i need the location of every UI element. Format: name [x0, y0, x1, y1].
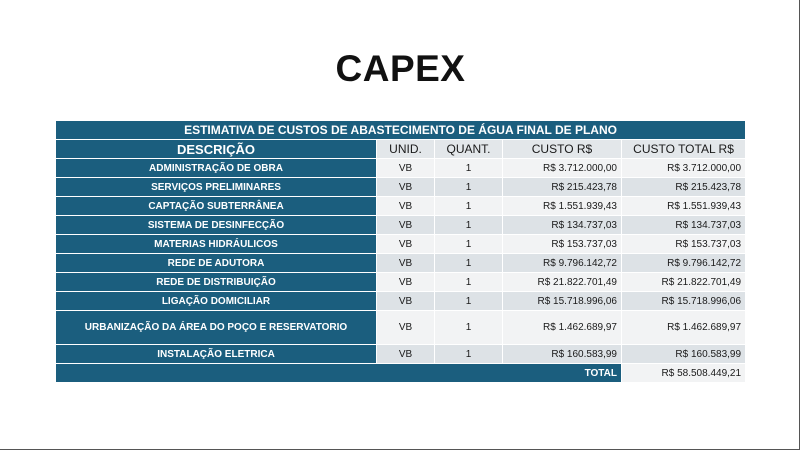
- row-custo: R$ 9.796.142,72: [503, 254, 622, 273]
- row-custo: R$ 215.423,78: [503, 178, 622, 197]
- row-custo-total: R$ 153.737,03: [622, 235, 746, 254]
- row-unid: VB: [377, 292, 435, 311]
- row-custo-total: R$ 9.796.142,72: [622, 254, 746, 273]
- row-quant: 1: [435, 235, 503, 254]
- row-unid: VB: [377, 311, 435, 345]
- table-row: [56, 235, 746, 254]
- row-custo: R$ 3.712.000,00: [503, 159, 622, 178]
- row-custo: R$ 1.551.939,43: [503, 197, 622, 216]
- row-descricao: SERVIÇOS PRELIMINARES: [56, 178, 377, 197]
- table-row: [56, 345, 746, 364]
- row-custo-total: R$ 21.822.701,49: [622, 273, 746, 292]
- row-unid: VB: [377, 197, 435, 216]
- row-quant: 1: [435, 254, 503, 273]
- row-quant: 1: [435, 197, 503, 216]
- row-custo-total: R$ 1.551.939,43: [622, 197, 746, 216]
- row-quant: 1: [435, 273, 503, 292]
- row-custo: R$ 21.822.701,49: [503, 273, 622, 292]
- total-label: TOTAL: [56, 364, 622, 383]
- row-custo-total: R$ 215.423,78: [622, 178, 746, 197]
- row-descricao: MATERIAS HIDRÁULICOS: [56, 235, 377, 254]
- row-quant: 1: [435, 159, 503, 178]
- row-custo: R$ 160.583,99: [503, 345, 622, 364]
- row-descricao: INSTALAÇÃO ELETRICA: [56, 345, 377, 364]
- page-title: CAPEX: [335, 48, 466, 89]
- row-custo-total: R$ 160.583,99: [622, 345, 746, 364]
- row-descricao: SISTEMA DE DESINFECÇÃO: [56, 216, 377, 235]
- row-custo-total: R$ 15.718.996,06: [622, 292, 746, 311]
- row-quant: 1: [435, 178, 503, 197]
- row-quant: 1: [435, 345, 503, 364]
- header-custo-total: CUSTO TOTAL R$: [622, 140, 746, 159]
- header-unid: UNID.: [377, 140, 435, 159]
- row-unid: VB: [377, 216, 435, 235]
- capex-table: [55, 120, 746, 383]
- table-row: [56, 159, 746, 178]
- row-custo: R$ 134.737,03: [503, 216, 622, 235]
- header-quant: QUANT.: [435, 140, 503, 159]
- table-row: [56, 273, 746, 292]
- total-value: R$ 58.508.449,21: [622, 364, 746, 383]
- row-custo: R$ 1.462.689,97: [503, 311, 622, 345]
- row-descricao: URBANIZAÇÃO DA ÁREA DO POÇO E RESERVATORIO: [56, 311, 377, 345]
- row-custo: R$ 15.718.996,06: [503, 292, 622, 311]
- row-quant: 1: [435, 216, 503, 235]
- table-banner: ESTIMATIVA DE CUSTOS DE ABASTECIMENTO DE ÁGUA FINAL DE PLANO: [56, 121, 746, 140]
- row-unid: VB: [377, 345, 435, 364]
- table-row: [56, 197, 746, 216]
- row-unid: VB: [377, 235, 435, 254]
- row-descricao: REDE DE DISTRIBUIÇÃO: [56, 273, 377, 292]
- row-quant: 1: [435, 311, 503, 345]
- table-row: [56, 311, 746, 345]
- row-unid: VB: [377, 159, 435, 178]
- table-row: [56, 292, 746, 311]
- table-row: [56, 216, 746, 235]
- table-header-row: [56, 140, 746, 159]
- table-row: [56, 254, 746, 273]
- row-custo: R$ 153.737,03: [503, 235, 622, 254]
- row-descricao: CAPTAÇÃO SUBTERRÂNEA: [56, 197, 377, 216]
- row-unid: VB: [377, 273, 435, 292]
- header-custo: CUSTO R$: [503, 140, 622, 159]
- table-banner-row: [56, 121, 746, 140]
- row-descricao: LIGAÇÃO DOMICILIAR: [56, 292, 377, 311]
- row-custo-total: R$ 134.737,03: [622, 216, 746, 235]
- row-custo-total: R$ 1.462.689,97: [622, 311, 746, 345]
- row-descricao: ADMINISTRAÇÃO DE OBRA: [56, 159, 377, 178]
- row-descricao: REDE DE ADUTORA: [56, 254, 377, 273]
- row-custo-total: R$ 3.712.000,00: [622, 159, 746, 178]
- table-row: [56, 178, 746, 197]
- row-unid: VB: [377, 254, 435, 273]
- header-descricao: DESCRIÇÃO: [56, 140, 377, 159]
- row-quant: 1: [435, 292, 503, 311]
- total-row: [56, 364, 746, 383]
- row-unid: VB: [377, 178, 435, 197]
